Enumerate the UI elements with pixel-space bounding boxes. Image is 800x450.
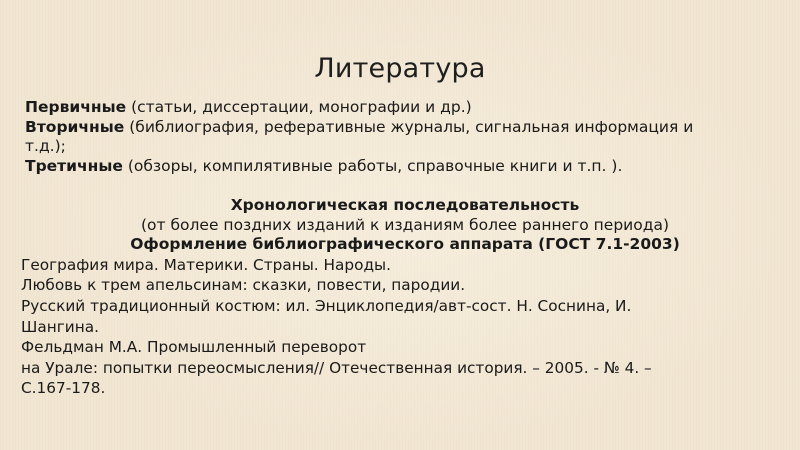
- slide-body: [21, 98, 785, 399]
- bibliography-line: Фельдман М.А. Промышленный переворот: [21, 338, 367, 357]
- bibliography-heading: Оформление библиографического аппарата (ГОСТ 7.1-2003): [130, 235, 680, 254]
- bibliography-line: С.167-178.: [21, 379, 106, 398]
- secondary-sources-continuation: т.д.);: [25, 137, 66, 156]
- tertiary-sources-desc: (обзоры, компилятивные работы, справочные книги и т.п. ).: [122, 156, 623, 175]
- bibliography-line: Русский традиционный костюм: ил. Энциклопедия/авт-сост. Н. Соснина, И.: [21, 296, 632, 315]
- primary-sources-term: Первичные: [25, 98, 127, 116]
- primary-sources-desc: (статьи, диссертации, монографии и др.): [126, 98, 472, 116]
- bibliography-line: Шангина.: [21, 317, 99, 336]
- secondary-sources-line: [25, 118, 785, 138]
- bibliography-line: Любовь к трем апельсинам: сказки, повести, пародии.: [21, 276, 466, 295]
- slide-title: Литература: [314, 53, 486, 84]
- tertiary-sources-line: [25, 157, 785, 177]
- tertiary-sources-term: Третичные: [25, 156, 123, 175]
- secondary-sources-desc: (библиография, реферативные журналы, сигнальная информация и: [124, 117, 694, 136]
- chronology-note: (от более поздних изданий к изданиям более раннего периода): [141, 215, 669, 234]
- spacer: [25, 176, 785, 196]
- chronology-heading: Хронологическая последовательность: [230, 195, 580, 214]
- primary-sources-line: [25, 98, 785, 118]
- bibliography-list: [21, 255, 785, 399]
- bibliography-line: География мира. Материки. Страны. Народы.: [21, 255, 391, 274]
- bibliography-line: на Урале: попытки переосмысления// Отечественная история. – 2005. - № 4. –: [21, 358, 652, 377]
- secondary-sources-term: Вторичные: [25, 117, 125, 136]
